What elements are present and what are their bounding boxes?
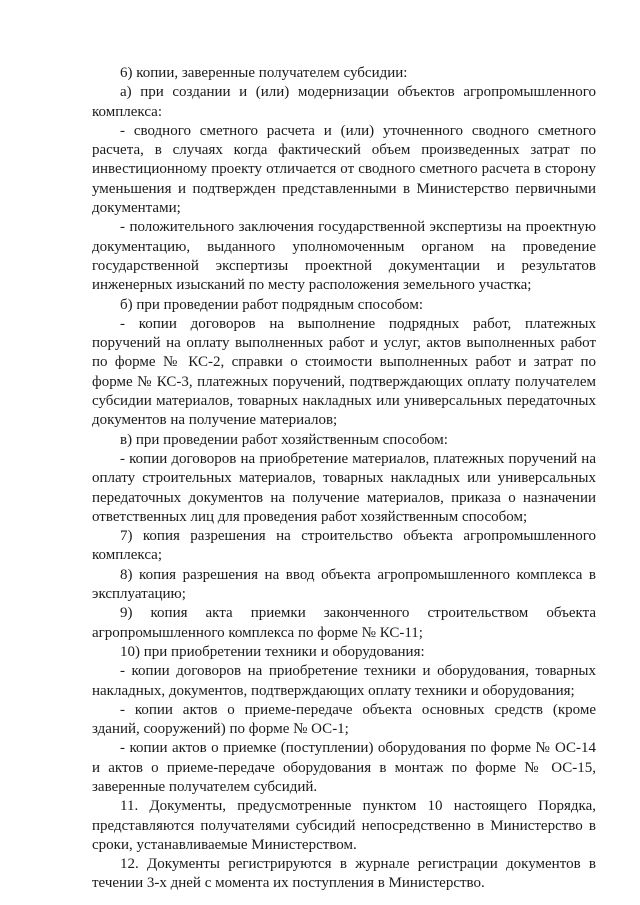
- paragraph-own-method: в) при проведении работ хозяйственным способом:: [120, 431, 448, 448]
- paragraph-creation-modernization: а) при создании и (или) модернизации объектов агропромышленного комплекса:: [92, 84, 596, 120]
- document-body: [92, 64, 596, 894]
- paragraph-contract-method: б) при проведении работ подрядным способом:: [120, 296, 424, 313]
- paragraph-os14-os15-acts: - копии актов о приемке (поступлении) оборудования по форме № ОС-14 и актов о приеме-передаче оборудования в монтаж по форме № ОС-15, заверенные получателем субсидий.: [92, 740, 596, 795]
- paragraph-acceptance-act: 9) копия акта приемки законченного строительством объекта агропромышленного комплекса по форме № КС-11;: [92, 605, 596, 641]
- paragraph-state-expertise: - положительного заключения государственной экспертизы на проектную документацию, выданного уполномоченным органом на проведение государственной экспертизы проектной документации и результатов инженерных изысканий по месту расположения земельного участка;: [92, 219, 596, 294]
- paragraph-equipment-purchase: 10) при приобретении техники и оборудования:: [120, 643, 425, 660]
- paragraph-contract-documents: - копии договоров на выполнение подрядных работ, платежных поручений на оплату выполненных работ и услуг, актов выполненных работ по форме № КС-2, справки о стоимости выполненных работ и затрат по форме № КС-3, платежных поручений, подтверждающих оплату получателем субсидии материалов, товарных накладных или универсальных передаточных документов на получение материалов;: [92, 315, 596, 429]
- paragraph-item-12: 12. Документы регистрируются в журнале регистрации документов в течении 3-х дней с момента их поступления в Министерство.: [92, 856, 596, 892]
- paragraph-commissioning-permit: 8) копия разрешения на ввод объекта агропромышленного комплекса в эксплуатацию;: [92, 566, 596, 603]
- paragraph-copies-certified: 6) копии, заверенные получателем субсидии:: [120, 65, 408, 81]
- paragraph-os1-acts: - копии актов о приеме-передаче объекта основных средств (кроме зданий, сооружений) по форме № ОС-1;: [92, 701, 596, 738]
- paragraph-equipment-contracts: - копии договоров на приобретение техники и оборудования, товарных накладных, документов, подтверждающих оплату техники и оборудования;: [92, 663, 596, 699]
- paragraph-own-method-documents: - копии договоров на приобретение материалов, платежных поручений на оплату строительных материалов, товарных накладных или универсальных передаточных документов на получение материалов, приказа о назначении ответственных лиц для проведения работ хозяйственным способом;: [92, 450, 596, 525]
- paragraph-construction-permit: 7) копия разрешения на строительство объекта агропромышленного комплекса;: [92, 528, 596, 564]
- paragraph-item-11: 11. Документы, предусмотренные пунктом 10 настоящего Порядка, представляются получателями субсидий непосредственно в Министерство в сроки, устанавливаемые Министерством.: [92, 798, 596, 853]
- paragraph-summary-estimate: - сводного сметного расчета и (или) уточненного сводного сметного расчета, в случаях когда фактический объем произведенных затрат по инвестиционному проекту отличается от сводного сметного расчета в сторону уменьшения и подтвержден представленными в Министерство первичными документами;: [92, 122, 596, 217]
